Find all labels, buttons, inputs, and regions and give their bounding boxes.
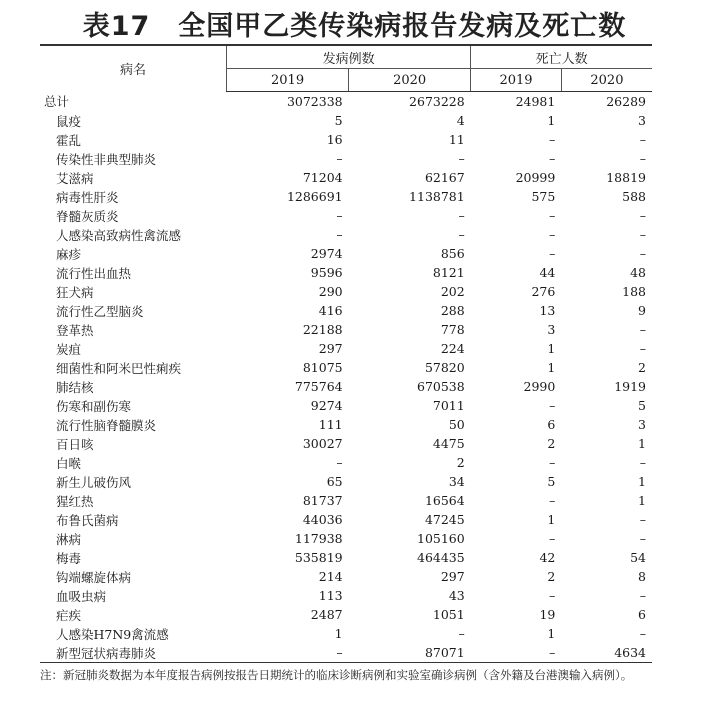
disease-name-cell: 布鲁氏菌病 [56,512,119,528]
deaths-2019-cell: 44 [539,265,556,280]
deaths-2019-cell: – [549,455,556,470]
deaths-2020-cell: – [639,626,646,641]
cases-2020-cell: 464435 [417,550,465,565]
cases-2020-cell: – [458,626,465,641]
disease-name-cell: 流行性脑脊髓膜炎 [56,417,157,433]
deaths-2020-cell: 18819 [606,170,646,185]
deaths-2020-cell: – [639,322,646,337]
deaths-2019-cell: – [549,246,556,261]
table-row [40,244,652,263]
disease-name-cell: 血吸虫病 [56,588,107,604]
disease-name-cell: 淋病 [56,531,82,547]
deaths-2019-cell: – [549,208,556,223]
deaths-2019-cell: 2990 [523,379,556,394]
cases-2020-cell: 4 [456,113,465,128]
cases-2019-cell: 44036 [302,512,343,527]
cases-2020-cell: 856 [440,246,465,261]
disease-name-cell: 病毒性肝炎 [56,189,119,205]
cases-2020-cell: 288 [440,303,465,318]
table-row [40,377,652,396]
cases-2020-cell: 8121 [432,265,465,280]
deaths-2020-cell: – [639,227,646,242]
deaths-2020-cell: 1 [638,493,646,508]
year-header-cases-2019: 2019 [227,69,349,92]
deaths-2020-cell: 1919 [614,379,646,394]
table-row [40,92,652,112]
cases-2020-cell: 87071 [349,643,471,663]
page-title: 表17 全国甲乙类传染病报告发病及死亡数 [82,11,627,42]
disease-column-header: 病名 [40,45,227,92]
table-row [40,168,652,187]
cases-2019-cell: 297 [318,341,343,356]
deaths-2019-cell: – [549,132,556,147]
deaths-2019-cell: – [549,398,556,413]
cases-2020-cell: 57820 [424,360,465,375]
deaths-2019-cell: 1 [547,113,556,128]
deaths-2020-cell: 48 [630,265,646,280]
deaths-2019-cell: 3 [547,322,556,337]
cases-2020-cell: 1138781 [409,189,465,204]
deaths-2020-cell: 188 [622,284,646,299]
table-row [40,130,652,149]
deaths-2020-cell: – [639,132,646,147]
cases-2019-cell: – [227,643,349,663]
year-header-deaths-2020: 2020 [561,69,652,92]
deaths-2019-cell: 20999 [515,170,556,185]
deaths-2020-cell: 9 [638,303,646,318]
deaths-2020-cell: – [639,531,646,546]
cases-2020-cell: 297 [440,569,465,584]
cases-2019-cell: 71204 [302,170,343,185]
cases-2019-cell: 9596 [310,265,343,280]
cases-2020-cell: – [458,208,465,223]
disease-name-cell: 麻疹 [56,246,82,262]
footnote: 注：新冠肺炎数据为本年度报告病例按报告日期统计的临床诊断病例和实验室确诊病例（含外籍及台港澳输入病例）。 [40,668,633,682]
cases-2020-cell: 62167 [424,170,465,185]
deaths-2019-cell: 276 [531,284,556,299]
deaths-2020-cell: 54 [630,550,646,565]
deaths-2020-cell: – [639,151,646,166]
disease-name-cell: 细菌性和阿米巴性痢疾 [56,360,182,376]
table-row [40,624,652,643]
deaths-2020-cell: 2 [638,360,646,375]
cases-2020-cell: 11 [448,132,465,147]
disease-name-cell: 人感染高致病性禽流感 [56,227,182,243]
cases-2020-cell: 224 [440,341,465,356]
table-row [40,149,652,168]
cases-2019-cell: 416 [318,303,343,318]
deaths-2019-cell: 1 [547,512,556,527]
table-row [40,491,652,510]
cases-2019-cell: 9274 [310,398,343,413]
disease-name-cell: 伤寒和副伤寒 [56,398,132,414]
table-row [40,301,652,320]
table-row [40,396,652,415]
disease-name-cell: 白喉 [56,455,82,471]
cases-2020-cell: 202 [440,284,465,299]
cases-2019-cell: 81737 [302,493,343,508]
cases-2020-cell: 4475 [432,436,465,451]
table-row [40,529,652,548]
deaths-2020-cell: 6 [638,607,646,622]
table-row [40,225,652,244]
deaths-2020-cell: – [639,512,646,527]
cases-2019-cell: 5 [334,113,343,128]
table-header [40,45,652,92]
disease-name-cell: 脊髓灰质炎 [56,208,119,224]
table-row [40,206,652,225]
table-row [40,586,652,605]
deaths-2019-cell: – [471,643,562,663]
table-row [40,320,652,339]
disease-name-cell: 狂犬病 [56,284,94,300]
deaths-2020-cell: – [639,208,646,223]
cases-2020-cell: – [458,151,465,166]
disease-table [40,44,652,663]
disease-name-cell: 人感染H7N9禽流感 [56,626,169,642]
deaths-2019-cell: 5 [547,474,556,489]
cases-2019-cell: 81075 [302,360,343,375]
deaths-2020-cell: – [639,455,646,470]
deaths-2019-cell: 2 [547,569,556,584]
deaths-2019-cell: 1 [547,360,556,375]
table-row [40,415,652,434]
deaths-2020-cell: 1 [638,474,646,489]
cases-2019-cell: 214 [318,569,343,584]
cases-2020-cell: – [458,227,465,242]
cases-2019-cell: 65 [326,474,343,489]
deaths-2019-cell: 6 [547,417,556,432]
disease-name-cell: 总计 [44,94,70,110]
deaths-2020-cell: – [639,588,646,603]
deaths-2019-cell: 13 [539,303,556,318]
disease-name-cell: 流行性乙型脑炎 [56,303,144,319]
deaths-2020-cell: 3 [638,417,646,432]
table-row [40,643,652,663]
cases-2019-cell: 22188 [302,322,343,337]
table-row [40,605,652,624]
cases-2019-cell: 3072338 [286,94,343,109]
cases-2019-cell: 117938 [294,531,343,546]
deaths-2020-cell: – [639,246,646,261]
table-row [40,453,652,472]
deaths-2019-cell: 42 [539,550,556,565]
deaths-2019-cell: – [549,151,556,166]
deaths-2020-cell: 1 [638,436,646,451]
cases-2020-cell: 105160 [417,531,465,546]
cases-2020-cell: 670538 [417,379,465,394]
cases-2020-cell: 1051 [432,607,465,622]
deaths-2019-cell: – [549,588,556,603]
cases-2019-cell: 290 [318,284,343,299]
cases-2020-cell: 47245 [424,512,465,527]
deaths-2019-cell: 1 [547,341,556,356]
deaths-2020-cell: 4634 [561,643,652,663]
cases-2019-cell: 1 [334,626,343,641]
table-row [40,358,652,377]
disease-name-cell: 艾滋病 [56,170,94,186]
disease-name-cell: 肺结核 [56,379,94,395]
disease-name-cell: 百日咳 [56,436,94,452]
deaths-2020-cell: 588 [622,189,646,204]
disease-name-cell: 霍乱 [56,132,82,148]
disease-name-cell: 新生儿破伤风 [56,474,132,490]
deaths-2019-cell: – [549,227,556,242]
cases-2019-cell: 2487 [310,607,343,622]
cases-2019-cell: 111 [318,417,343,432]
disease-name-cell: 登革热 [56,322,94,338]
cases-2019-cell: 113 [318,588,343,603]
cases-2019-cell: – [336,455,343,470]
disease-name-cell: 猩红热 [56,493,94,509]
cases-2019-cell: 16 [326,132,343,147]
deaths-2020-cell: 5 [638,398,646,413]
deaths-2019-cell: 24981 [515,94,556,109]
cases-2020-cell: 7011 [432,398,465,413]
table-row [40,510,652,529]
table-row [40,434,652,453]
table-row [40,548,652,567]
cases-group-header: 发病例数 [227,45,471,69]
cases-2020-cell: 50 [448,417,465,432]
deaths-2019-cell: 575 [531,189,556,204]
deaths-2019-cell: 1 [547,626,556,641]
table-row [40,187,652,206]
disease-name-cell: 鼠疫 [56,113,82,129]
deaths-2019-cell: – [549,531,556,546]
table-row [40,567,652,586]
cases-2020-cell: 16564 [424,493,465,508]
disease-name-cell: 疟疾 [56,607,82,623]
cases-2020-cell: 34 [448,474,465,489]
cases-2019-cell: – [336,208,343,223]
table-row [40,111,652,130]
disease-name-cell: 炭疽 [56,341,82,357]
cases-2019-cell: 30027 [302,436,343,451]
cases-2019-cell: 1286691 [286,189,343,204]
disease-name-cell: 传染性非典型肺炎 [56,151,157,167]
year-header-cases-2020: 2020 [349,69,471,92]
table-row [40,282,652,301]
deaths-2019-cell: 19 [539,607,556,622]
disease-name-cell: 梅毒 [56,550,82,566]
deaths-2020-cell: 3 [638,113,646,128]
table-body [40,92,652,663]
deaths-2020-cell: 26289 [606,94,646,109]
cases-2020-cell: 2673228 [409,94,465,109]
cases-2019-cell: – [336,151,343,166]
cases-2019-cell: 535819 [294,550,343,565]
year-header-deaths-2019: 2019 [471,69,562,92]
disease-name-cell: 新型冠状病毒肺炎 [40,643,227,663]
disease-name-cell: 钩端螺旋体病 [56,569,132,585]
deaths-group-header: 死亡人数 [471,45,652,69]
disease-name-cell: 流行性出血热 [56,265,132,281]
cases-2019-cell: – [336,227,343,242]
cases-2020-cell: 2 [456,455,465,470]
table-row [40,339,652,358]
cases-2020-cell: 43 [448,588,465,603]
table-row [40,263,652,282]
deaths-2020-cell: – [639,341,646,356]
deaths-2019-cell: – [549,493,556,508]
cases-2019-cell: 775764 [294,379,343,394]
cases-2020-cell: 778 [440,322,465,337]
table-row [40,472,652,491]
deaths-2019-cell: 2 [547,436,556,451]
cases-2019-cell: 2974 [310,246,343,261]
deaths-2020-cell: 8 [638,569,646,584]
